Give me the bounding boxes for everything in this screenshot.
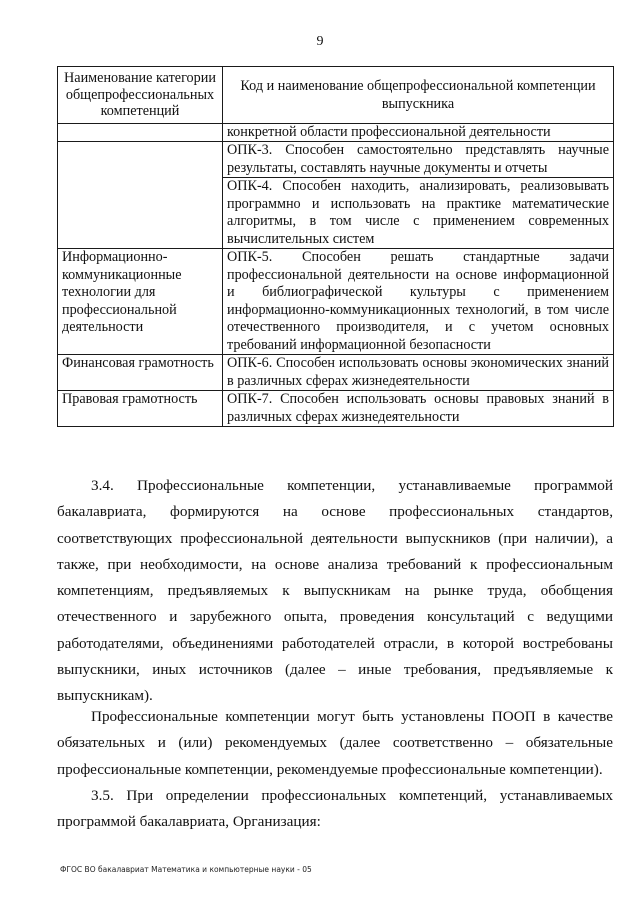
- row-competence: ОПК-7. Способен использовать основы правовых знаний в различных сферах жизнедеятельности: [223, 391, 614, 427]
- row-competence: конкретной области профессиональной деятельности: [223, 123, 614, 142]
- table-row: [58, 178, 614, 249]
- row-category: Финансовая грамотность: [58, 355, 223, 391]
- row-category: [58, 178, 223, 249]
- row-category: Информационно-коммуникационные технологии для профессиональной деятельности: [58, 249, 223, 355]
- paragraph-professional-competences-block: [57, 704, 613, 783]
- paragraph-3-4-block: [57, 473, 613, 710]
- row-category: [58, 123, 223, 142]
- paragraph-3-5: 3.5. При определении профессиональных компетенций, устанавливаемых программой бакалавриата, Организация:: [57, 787, 613, 831]
- row-competence: ОПК-4. Способен находить, анализировать, реализовывать программно и использовать на практике математические алгоритмы, в том числе с применением современных вычислительных систем: [223, 178, 614, 249]
- row-category: Правовая грамотность: [58, 391, 223, 427]
- row-competence: ОПК-5. Способен решать стандартные задачи профессиональной деятельности на основе информационной и библиографической культуры с применением информационно-коммуникационных технологий, в том числе отечественного производителя, и с учетом основных требований информационной безопасности: [223, 249, 614, 355]
- paragraph-professional-competences: Профессиональные компетенции могут быть установлены ПООП в качестве обязательных и (или) рекомендуемых (далее соответственно – обязательные профессиональные компетенции, рекомендуемые профессиональные компетенции).: [57, 708, 613, 778]
- table-header-row: [58, 67, 614, 124]
- header-category: Наименование категории общепрофессиональных компетенций: [58, 67, 223, 124]
- table-row: [58, 249, 614, 355]
- table-row: [58, 355, 614, 391]
- table-row: [58, 391, 614, 427]
- paragraph-3-4: 3.4. Профессиональные компетенции, устанавливаемые программой бакалавриата, формируются на основе профессиональных стандартов, соответствующих профессиональной деятельности выпускников (при наличии), а также, при необходимости, на основе анализа требований к профессиональным компетенциям, предъявляемых к выпускникам на рынке труда, обобщения отечественного и зарубежного опыта, проведения консультаций с ведущими работодателями, объединениями работодателей отрасли, в которой востребованы выпускники, иных источников (далее – иные требования, предъявляемые к выпускникам).: [57, 477, 613, 705]
- paragraph-3-5-block: [57, 783, 613, 836]
- page-footer: ФГОС ВО бакалавриат Математика и компьютерные науки - 05: [60, 865, 312, 874]
- row-competence: ОПК-3. Способен самостоятельно представлять научные результаты, составлять научные документы и отчеты: [223, 142, 614, 178]
- table-row: [58, 142, 614, 178]
- row-category: [58, 142, 223, 178]
- header-competence: Код и наименование общепрофессиональной компетенции выпускника: [223, 67, 614, 124]
- row-competence: ОПК-6. Способен использовать основы экономических знаний в различных сферах жизнедеятельности: [223, 355, 614, 391]
- table-row: [58, 123, 614, 142]
- page-number: 9: [316, 34, 324, 49]
- competence-table: [57, 66, 614, 427]
